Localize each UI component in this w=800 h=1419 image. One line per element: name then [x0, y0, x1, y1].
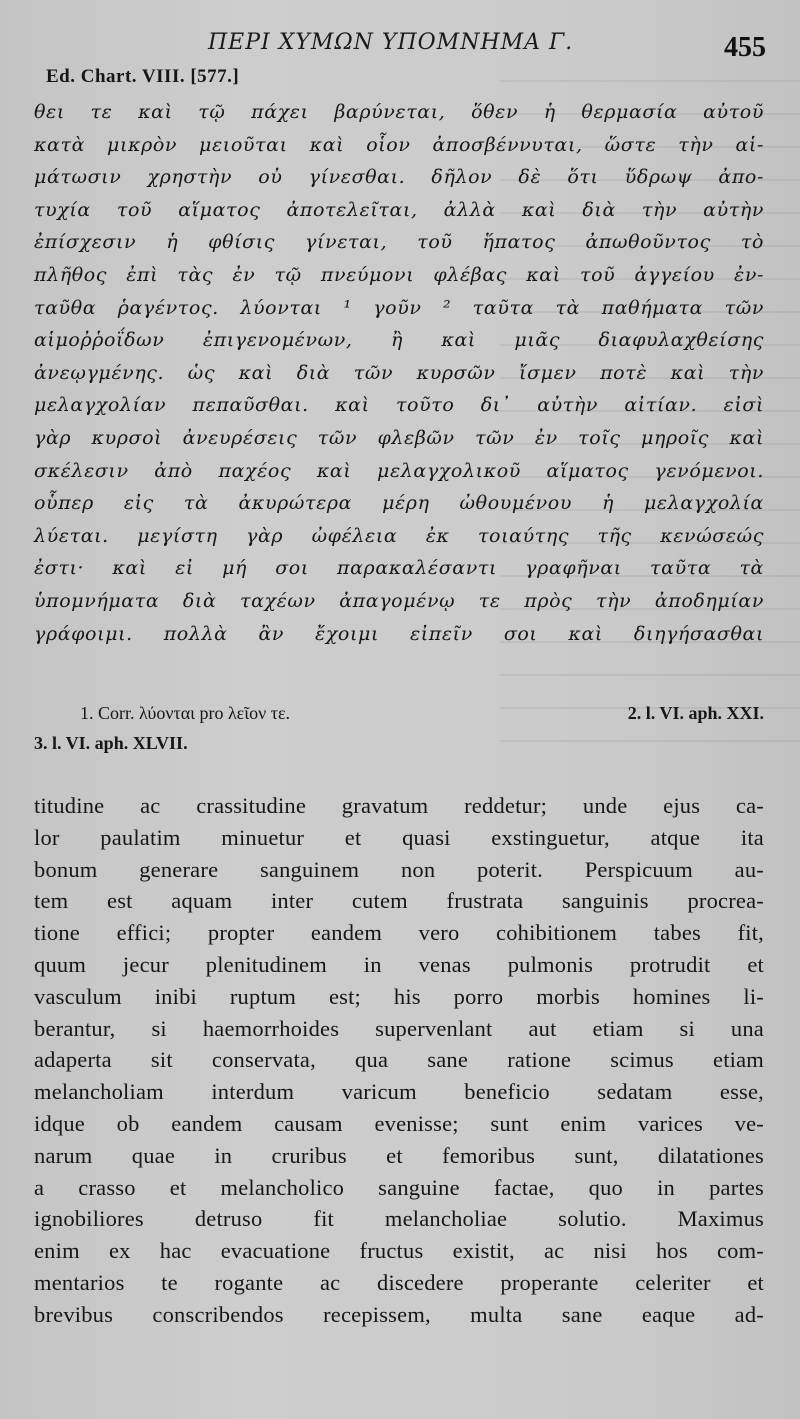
greek-line: κατὰ μικρὸν μειοῦται καὶ οἷον ἀποσβέννυται, ὥστε τὴν αἱ-	[34, 133, 764, 156]
latin-line: idque ob eandem causam evenisse; sunt enim varices ve-	[34, 1110, 764, 1136]
greek-line: ὑπομνήματα διὰ ταχέων ἀπαγομένῳ τε πρὸς τὴν ἀποδημίαν	[34, 589, 764, 612]
greek-line: τυχία τοῦ αἵματος ἀποτελεῖται, ἀλλὰ καὶ διὰ τὴν αὐτὴν	[34, 198, 764, 221]
footnotes	[34, 698, 764, 758]
latin-line: narum quae in cruribus et femoribus sunt, dilatationes	[34, 1142, 764, 1168]
greek-line: οὗπερ εἰς τὰ ἀκυρώτερα μέρη ὠθουμένου ἡ μελαγχολία	[34, 492, 764, 515]
latin-line: ignobiliores detruso fit melancholiae solutio. Maximus	[34, 1206, 764, 1232]
greek-line: σκέλεσιν ἀπὸ παχέος καὶ μελαγχολικοῦ αἵματος γενόμενοι.	[34, 459, 764, 482]
latin-line: enim ex hac evacuatione fructus existit, ac nisi hos com-	[34, 1238, 764, 1264]
latin-line: lor paulatim minuetur et quasi exstinguetur, atque ita	[34, 824, 764, 850]
greek-line: αἱμοῤῥοΐδων ἐπιγενομένων, ἢ καὶ μιᾶς διαφυλαχθείσης	[34, 329, 764, 352]
greek-line: ταῦθα ῥαγέντος. λύονται ¹ γοῦν ² ταῦτα τὰ παθήματα τῶν	[34, 296, 764, 319]
footnote-2: 2. l. VI. aph. XXI.	[627, 703, 764, 723]
greek-line: γὰρ κυρσοὶ ἀνευρέσεις τῶν φλεβῶν τῶν ἐν τοῖς μηροῖς καὶ	[34, 426, 764, 449]
footnote-row	[34, 698, 764, 728]
latin-line: a crasso et melancholico sanguine factae, quo in partes	[34, 1174, 764, 1200]
latin-line: tione effici; propter eandem vero cohibitionem tabes fit,	[34, 920, 764, 946]
footnote-3: 3. l. VI. aph. XLVII.	[34, 733, 188, 753]
latin-line: berantur, si haemorrhoides supervenlant aut etiam si una	[34, 1015, 764, 1041]
greek-line: πλῆθος ἐπὶ τὰς ἐν τῷ πνεύμονι φλέβας καὶ τοῦ ἀγγείου ἐν-	[34, 263, 764, 286]
greek-line: λύεται. μεγίστη γὰρ ὠφέλεια ἐκ τοιαύτης τῆς κενώσεώς	[34, 524, 764, 547]
latin-line: titudine ac crassitudine gravatum reddetur; unde ejus ca-	[34, 793, 764, 818]
latin-line: tem est aquam inter cutem frustrata sanguinis procrea-	[34, 888, 764, 914]
footnote-row	[34, 728, 764, 758]
greek-text-block	[34, 96, 764, 650]
latin-line: brevibus conscribendos recepissem, multa sane eaque ad-	[34, 1301, 764, 1327]
latin-line: adaperta sit conservata, qua sane ratione scimus etiam	[34, 1047, 764, 1073]
running-head	[0, 28, 800, 68]
latin-line: mentarios te rogante ac discedere properante celeriter et	[34, 1269, 764, 1295]
latin-text-block	[34, 790, 764, 1331]
greek-line: μάτωσιν χρηστὴν οὐ γίνεσθαι. δῆλον δὲ ὅτι ὕδρωψ ἀπο-	[34, 166, 764, 189]
greek-line: ἐπίσχεσιν ἡ φθίσις γίνεται, τοῦ ἥπατος ἀπωθοῦντος τὸ	[34, 231, 764, 254]
greek-line: θει τε καὶ τῷ πάχει βαρύνεται, ὅθεν ἡ θερμασία αὐτοῦ	[34, 101, 764, 123]
edition-reference: Ed. Chart. VIII. [577.]	[46, 66, 240, 87]
running-title: ΠΕΡΙ ΧΥΜΩΝ ΥΠΟΜΝΗΜΑ Γ.	[208, 30, 574, 55]
latin-line: melancholiam interdum varicum beneficio sedatam esse,	[34, 1079, 764, 1105]
greek-line: ἐστι· καὶ εἰ μή σοι παρακαλέσαντι γραφῆναι ταῦτα τὰ	[34, 557, 764, 580]
latin-line: vasculum inibi ruptum est; his porro morbis homines li-	[34, 983, 764, 1009]
latin-line: quum jecur plenitudinem in venas pulmonis protrudit et	[34, 951, 764, 977]
page-number: 455	[724, 32, 766, 63]
greek-line: γράφοιμι. πολλὰ ἂν ἔχοιμι εἰπεῖν σοι καὶ διηγήσασθαι	[34, 622, 764, 645]
footnote-1: 1. Corr. λύονται pro λεῖον τε.	[80, 703, 291, 723]
greek-line: ἀνεῳγμένης. ὡς καὶ διὰ τῶν κυρσῶν ἴσμεν ποτὲ καὶ τὴν	[34, 361, 764, 384]
latin-line: bonum generare sanguinem non poterit. Perspicuum au-	[34, 856, 764, 882]
greek-line: μελαγχολίαν πεπαῦσθαι. καὶ τοῦτο δι᾽ αὐτὴν αἰτίαν. εἰσὶ	[34, 394, 764, 417]
